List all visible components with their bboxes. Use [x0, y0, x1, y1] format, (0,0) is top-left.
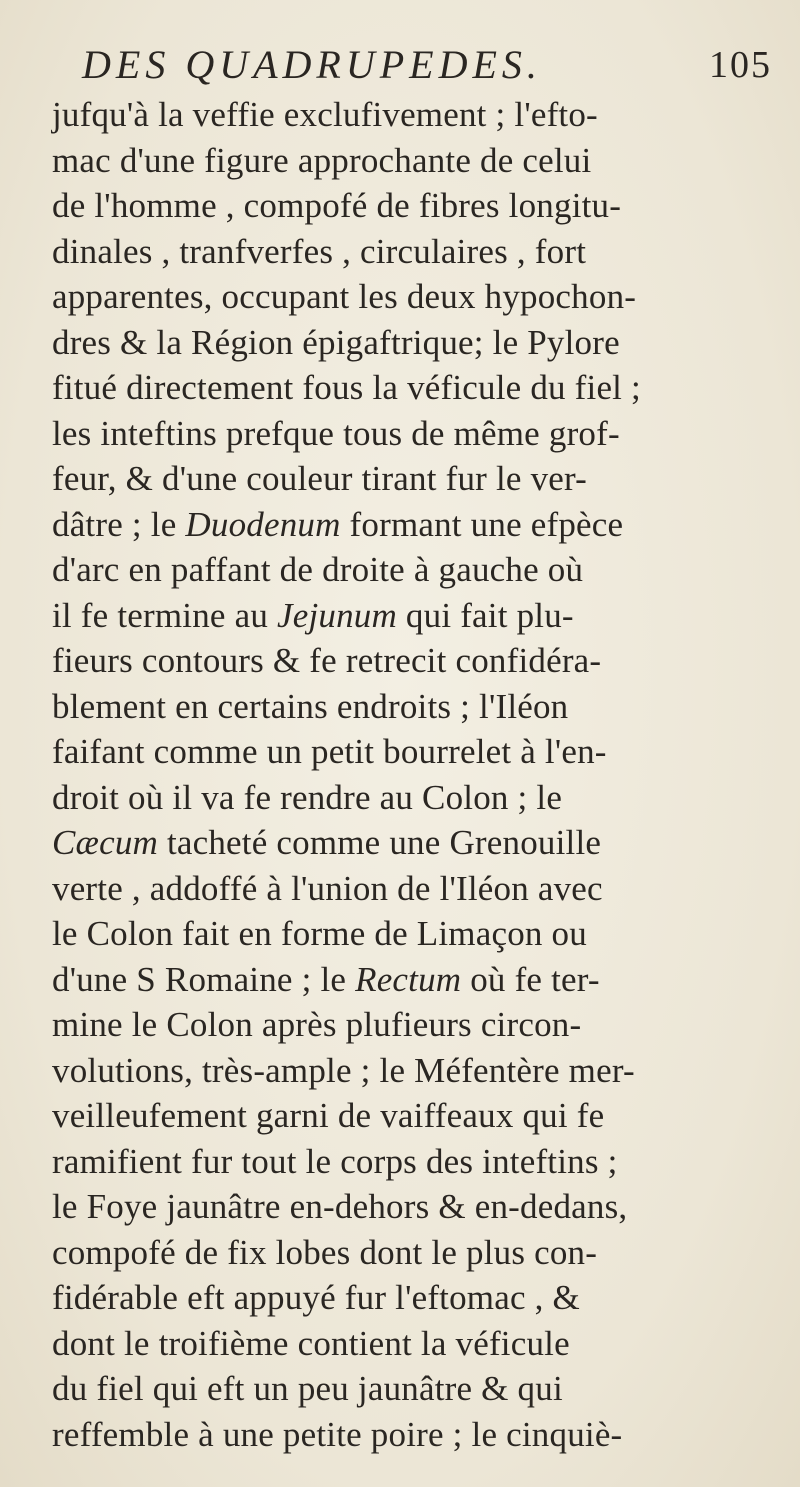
text-line: verte , addoffé à l'union de l'Iléon avec	[52, 868, 603, 908]
text-line: il fe termine au Jejunum qui fait plu-	[52, 595, 574, 635]
italic-term: Duodenum	[185, 504, 341, 544]
text-line: dres & la Région épigaftrique; le Pylore	[52, 322, 620, 362]
text-line: mac d'une figure approchante de celui	[52, 140, 592, 180]
text-line: d'une S Romaine ; le Rectum où fe ter-	[52, 959, 600, 999]
italic-term: Cæcum	[52, 823, 158, 862]
text-line: le Colon fait en forme de Limaçon ou	[52, 914, 587, 953]
text-line: faifant comme un petit bourrelet à l'en-	[52, 732, 607, 771]
text-line: droit où il va fe rendre au Colon ; le	[52, 777, 563, 817]
text-line: mine le Colon après plufieurs circon-	[52, 1005, 582, 1044]
text-line: dinales , tranfverfes , circulaires , fort	[52, 231, 587, 271]
text-line: Cæcum tacheté comme une Grenouille	[52, 823, 602, 862]
text-line: dâtre ; le Duodenum formant une efpèce	[52, 504, 624, 544]
text-line: de l'homme , compofé de fibres longitu-	[52, 186, 622, 225]
text-line: feur, & d'une couleur tirant fur le ver-	[52, 459, 588, 498]
text-line: veilleufement garni de vaiffeaux qui fe	[52, 1096, 605, 1135]
text-line: d'arc en paffant de droite à gauche où	[52, 550, 584, 589]
italic-term: Jejunum	[276, 595, 397, 635]
text-line: ramifient fur tout le corps des inteftins ;	[52, 1141, 618, 1181]
text-line: fidérable eft appuyé fur l'eftomac , &	[52, 1278, 580, 1317]
text-line: blement en certains endroits ; l'Iléon	[52, 686, 569, 726]
text-line: du fiel qui eft un peu jaunâtre & qui	[52, 1369, 563, 1408]
text-line: fieurs contours & fe retrecit confidéra-	[52, 641, 602, 680]
running-head	[82, 40, 772, 90]
text-line: le Foye jaunâtre en-dehors & en-dedans,	[52, 1187, 628, 1226]
text-line: les inteftins prefque tous de même grof-	[52, 413, 620, 453]
text-line: reffemble à une petite poire ; le cinquiè-	[52, 1414, 623, 1454]
italic-term: Rectum	[355, 959, 462, 999]
text-line: apparentes, occupant les deux hypochon-	[52, 277, 637, 316]
running-title: DES QUADRUPEDES.	[82, 42, 542, 87]
body-text	[52, 92, 772, 1457]
text-line: compofé de fix lobes dont le plus con-	[52, 1232, 598, 1272]
text-line: fitué directement fous la véficule du fiel ;	[52, 368, 641, 407]
text-line: jufqu'à la veffie exclufivement ; l'efto-	[52, 95, 598, 134]
text-line: dont le troifième contient la véficule	[52, 1323, 570, 1363]
text-line: volutions, très-ample ; le Méfentère mer-	[52, 1050, 635, 1090]
page-number: 105	[709, 44, 772, 86]
